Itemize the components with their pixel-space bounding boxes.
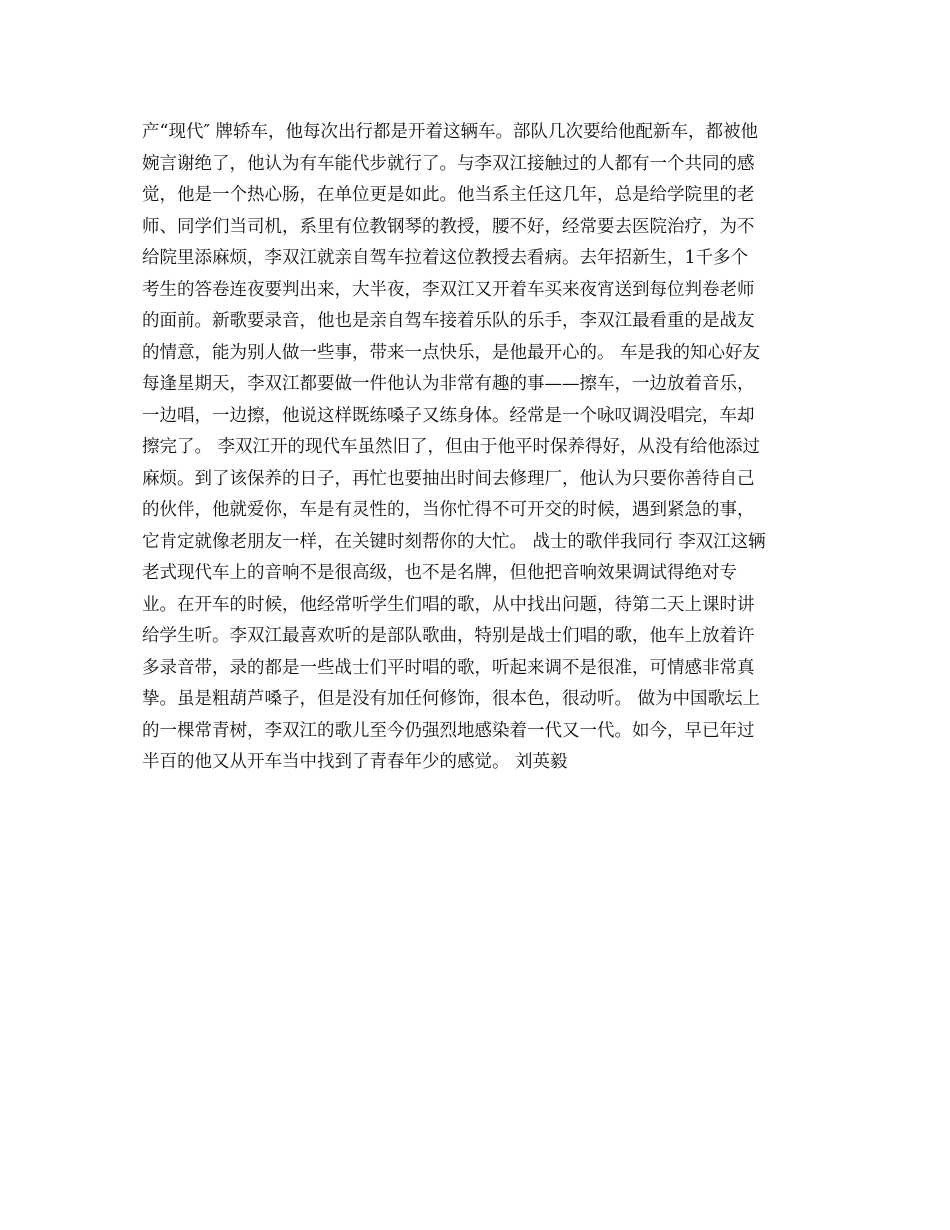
text-line-20: 的一棵常青树，李双江的歌儿至今仍强烈地感染着一代又一代。如今，早已年过 bbox=[142, 720, 755, 741]
text-line-14: 它肯定就像老朋友一样，在关键时刻帮你的大忙。 战士的歌伴我同行 李双江这辆 bbox=[142, 531, 766, 552]
text-line-4: 师、同学们当司机，系里有位教钢琴的教授，腰不好，经常要去医院治疗，为不 bbox=[142, 216, 755, 237]
text-line-21: 半百的他又从开车当中找到了青春年少的感觉。 刘英毅 bbox=[142, 752, 568, 772]
text-line-18: 多录音带，录的都是一些战士们平时唱的歌，听起来调不是很准，可情感非常真 bbox=[142, 657, 755, 678]
text-line-16: 业。在开车的时候，他经常听学生们唱的歌，从中找出问题，待第二天上课时讲 bbox=[142, 594, 755, 615]
text-line-5: 给院里添麻烦，李双江就亲自驾车拉着这位教授去看病。去年招新生，1千多个 bbox=[142, 248, 749, 268]
text-line-7: 的面前。新歌要录音，他也是亲自驾车接着乐队的乐手，李双江最看重的是战友 bbox=[142, 311, 755, 331]
text-line-8: 的情意，能为别人做一些事，带来一点快乐，是他最开心的。 车是我的知心好友 bbox=[142, 342, 761, 363]
text-line-15: 老式现代车上的音响不是很高级，也不是名牌，但他把音响效果调试得绝对专 bbox=[142, 563, 737, 583]
text-line-12: 麻烦。到了该保养的日子，再忙也要抽出时间去修理厂，他认为只要你善待自己 bbox=[142, 468, 755, 489]
text-line-1: 产“现代″ 牌轿车，他每次出行都是开着这辆车。部队几次要给他配新车，都被他 bbox=[142, 122, 759, 142]
text-line-2: 婉言谢绝了，他认为有车能代步就行了。与李双江接触过的人都有一个共同的感 bbox=[142, 153, 755, 174]
text-line-17: 给学生听。李双江最喜欢听的是部队歌曲，特别是战士们唱的歌，他车上放着许 bbox=[142, 626, 755, 646]
text-line-13: 的伙伴，他就爱你，车是有灵性的，当你忙得不可开交的时候，遇到紧急的事， bbox=[142, 500, 755, 520]
text-line-3: 觉，他是一个热心肠，在单位更是如此。他当系主任这几年，总是给学院里的老 bbox=[142, 185, 755, 205]
text-line-11: 擦完了。 李双江开的现代车虽然旧了，但由于他平时保养得好，从没有给他添过 bbox=[142, 437, 761, 457]
text-line-10: 一边唱，一边擦，他说这样既练嗓子又练身体。经常是一个咏叹调没唱完，车却 bbox=[142, 405, 755, 426]
text-line-9: 每逢星期天，李双江都要做一件他认为非常有趣的事——擦车，一边放着音乐， bbox=[142, 374, 755, 394]
article-body bbox=[142, 117, 810, 779]
text-line-19: 挚。虽是粗葫芦嗓子，但是没有加任何修饰，很本色，很动听。 做为中国歌坛上 bbox=[142, 689, 761, 709]
text-line-6: 考生的答卷连夜要判出来，大半夜，李双江又开着车买来夜宵送到每位判卷老师 bbox=[142, 279, 755, 300]
